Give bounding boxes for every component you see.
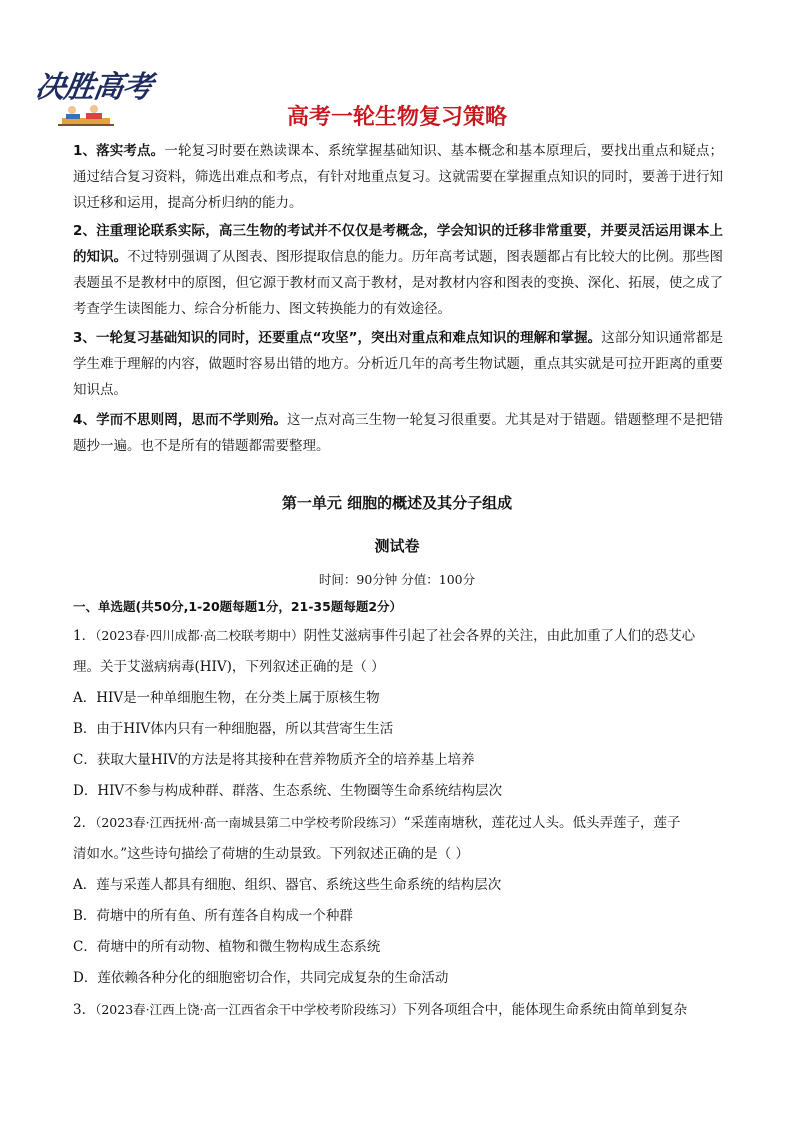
question-stem: 下列各项组合中，能体现生命系统由简单到复杂 xyxy=(403,1002,688,1018)
strategy-paragraph-2 xyxy=(73,218,723,322)
question-source: （2023春·四川成都·高二校联考期中） xyxy=(95,628,304,643)
question-1-stem-line-1 xyxy=(73,624,723,644)
strategy-lead: 1、落实考点。 xyxy=(73,143,165,159)
strategy-body: 这一点对高三生物一轮复习很重要。尤其是对于错题。错题整理不是把错题抄一遍。也不是所有的错题都需要整理。 xyxy=(73,412,723,454)
strategy-body: 这部分知识通常都是学生难于理解的内容，做题时容易出错的地方。分析近几年的高考生物试题，重点其实就是可拉开距离的重要知识点。 xyxy=(73,330,723,398)
question-2-option-a: A．莲与采莲人都具有细胞、组织、器官、系统这些生命系统的结构层次 xyxy=(73,877,502,893)
strategy-lead: 2、注重理论联系实际，高三生物的考试并不仅仅是考概念，学会知识的迁移非常重要，并要灵活运用课本上的知识。 xyxy=(73,223,723,265)
question-number: 2． xyxy=(73,815,96,831)
question-1-option-c: C．获取大量HIV的方法是将其接种在营养物质齐全的培养基上培养 xyxy=(73,752,475,768)
question-1-option-a: A．HIV是一种单细胞生物，在分类上属于原核生物 xyxy=(73,690,380,706)
strategy-lead: 4、学而不思则罔，思而不学则殆。 xyxy=(73,412,287,428)
section-header: 一、单选题(共50分,1-20题每题1分，21-35题每题2分） xyxy=(73,599,403,614)
question-number: 1． xyxy=(73,628,96,644)
question-source: （2023春·江西抚州·高一南城县第二中学校考阶段练习） xyxy=(95,815,404,830)
strategy-paragraph-3 xyxy=(73,325,723,403)
strategy-body: 不过特别强调了从图表、图形提取信息的能力。历年高考试题，图表题都占有比较大的比例。那些图表题虽不是教材中的原图，但它源于教材而又高于教材，是对教材内容和图表的变换、深化、拓展，使之成了考查学生读图能力、综合分析能力、图文转换能力的有效途径。 xyxy=(73,249,724,317)
test-title: 测试卷 xyxy=(374,537,420,555)
question-1-stem-line-2: 理。关于艾滋病病毒(HIV)，下列叙述正确的是（ ） xyxy=(73,659,385,675)
strategy-lead: 3、一轮复习基础知识的同时，还要重点“攻坚”，突出对重点和难点知识的理解和掌握。 xyxy=(73,330,602,346)
question-number: 3． xyxy=(73,1002,96,1018)
page-title: 高考一轮生物复习策略 xyxy=(286,105,507,130)
strategy-body: 一轮复习时要在熟读课本、系统掌握基础知识、基本概念和基本原理后，要找出重点和疑点；通过结合复习资料，筛选出难点和考点，有针对地重点复习。这就需要在掌握重点知识的同时，要善于进行知识迁移和运用，提高分析归纳的能力。 xyxy=(73,143,723,211)
question-1-option-b: B．由于HIV体内只有一种细胞器，所以其营寄生生活 xyxy=(73,721,394,737)
question-1-option-d: D．HIV不参与构成种群、群落、生态系统、生物圈等生命系统结构层次 xyxy=(73,783,503,799)
question-2-stem-line-2: 清如水。”这些诗句描绘了荷塘的生动景致。下列叙述正确的是（ ） xyxy=(73,846,469,862)
logo-text: 决胜高考 xyxy=(33,70,154,105)
question-3-stem-line-1 xyxy=(73,998,723,1018)
unit-title: 第一单元 细胞的概述及其分子组成 xyxy=(281,494,513,512)
question-2-option-c: C．荷塘中的所有动物、植物和微生物构成生态系统 xyxy=(73,939,381,955)
question-2-stem-line-1 xyxy=(73,811,723,831)
question-stem: 阴性艾滋病事件引起了社会各界的关注，由此加重了人们的恐艾心 xyxy=(303,628,696,644)
question-stem: “采莲南塘秋，莲花过人头。低头弄莲子，莲子 xyxy=(403,815,681,831)
strategy-paragraph-1 xyxy=(73,138,723,216)
question-source: （2023春·江西上饶·高一江西省余干中学校考阶段练习） xyxy=(95,1002,404,1017)
question-2-option-b: B．荷塘中的所有鱼、所有莲各自构成一个种群 xyxy=(73,908,353,924)
strategy-paragraph-4 xyxy=(73,407,723,459)
question-2-option-d: D．莲依赖各种分化的细胞密切合作，共同完成复杂的生命活动 xyxy=(73,970,449,986)
exam-meta: 时间：90分钟 分值：100分 xyxy=(318,572,476,587)
